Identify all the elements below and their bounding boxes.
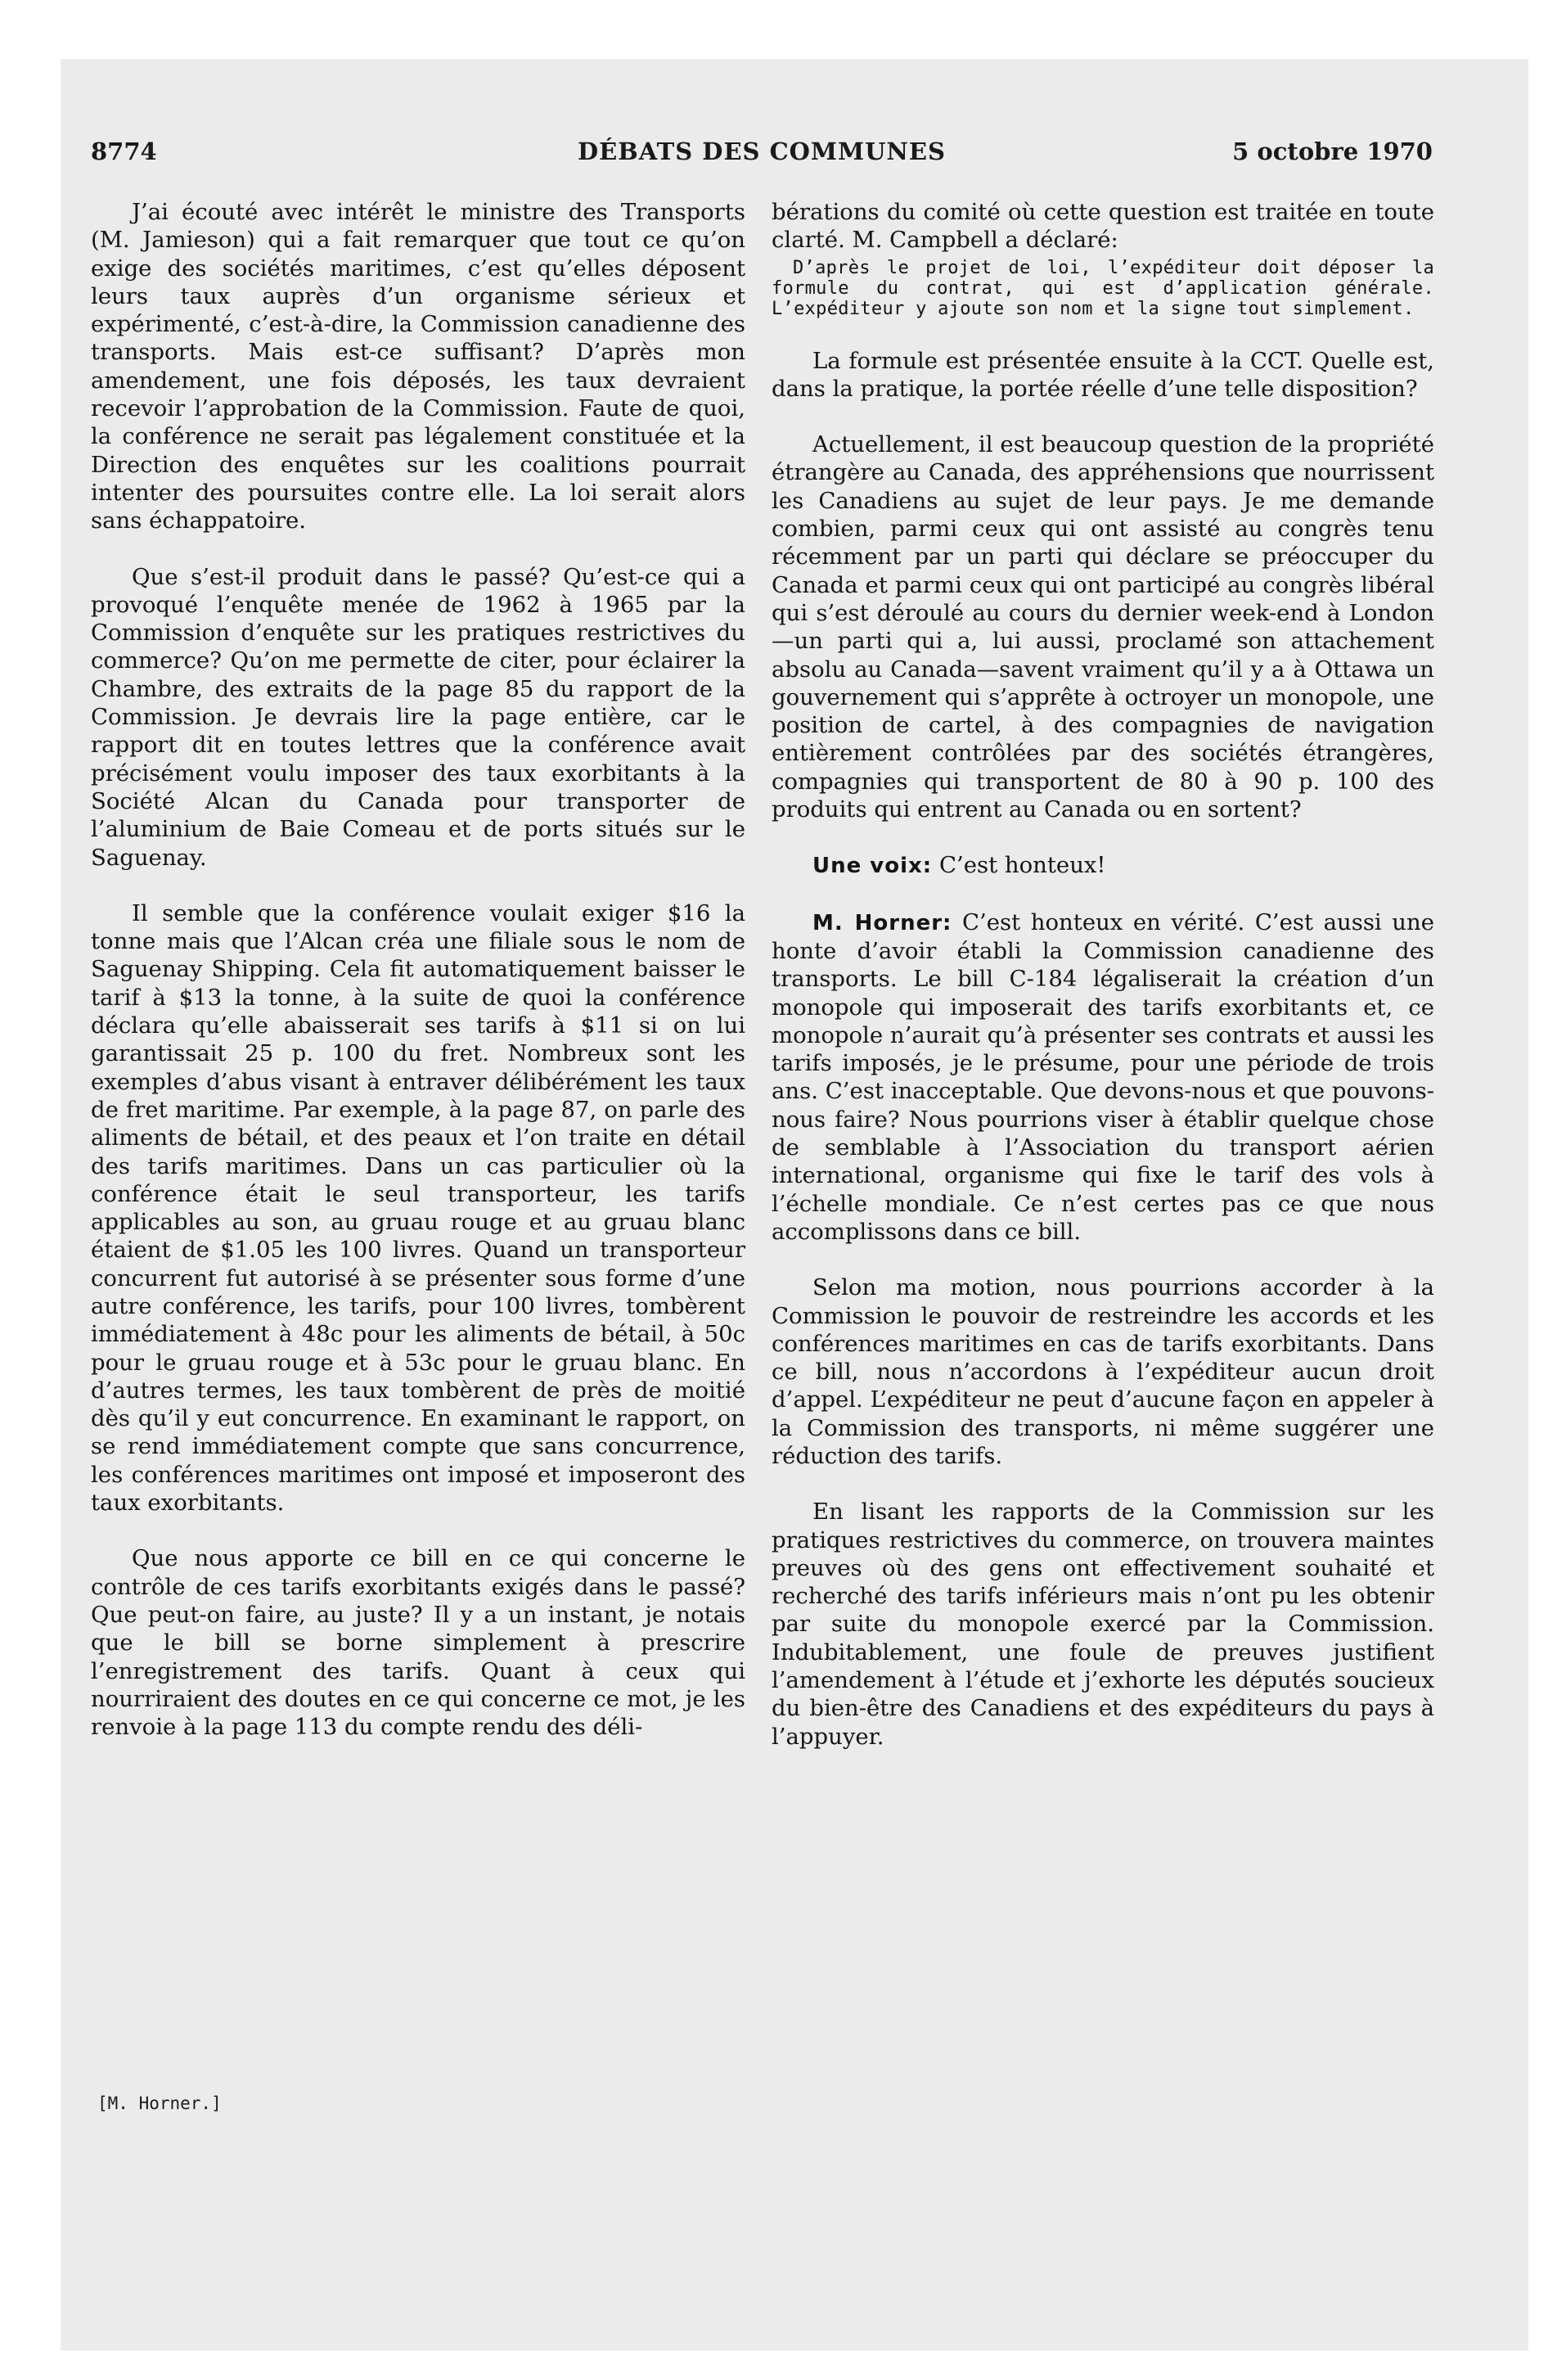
page-number: 8774 — [91, 137, 157, 165]
block-quote: D’après le projet de loi, l’expéditeur doit déposer la formule du contrat, qui est d’application générale. L’expéditeur y ajoute son nom et la signe tout simplement. — [772, 257, 1434, 319]
speaker-name: Une voix: — [812, 854, 933, 879]
paragraph: Actuellement, il est beaucoup question de la propriété étrangère au Canada, des appréhensions que nourrissent les Canadiens au sujet de leur pays. Je me demande combien, parmi ceux qui ont assisté au congrès tenu récemment par un parti qui déclare se préoccuper du Canada et parmi ceux qui ont participé au congrès libéral qui s’est déroulé au cours du dernier week-end à London—un parti qui a, lui aussi, proclamé son attachement absolu au Canada—savent vraiment qu’il y a à Ottawa un gouvernement qui s’apprête à octroyer un monopole, une position de cartel, à des compagnies de navigation entièrement contrôlées par des sociétés étrangères, compagnies qui transportent de 80 à 90 p. 100 des produits qui entrent au Canada ou en sortent? — [772, 431, 1434, 823]
speech-text: C’est honteux! — [932, 852, 1106, 879]
speech-text: C’est honteux en vérité. C’est aussi une honte d’avoir établi la Commission canadienne des transports. Le bill C-184 légaliserait la création d’un monopole qui imposerait des tarifs exorbitants et, ce monopole n’aurait qu’à présenter ses contrats et aussi les tarifs imposés, je le présume, pour une période de trois ans. C’est inacceptable. Que devons-nous et que pouvons-nous faire? Nous pourrions viser à établir quelque chose de semblable à l’Association du transport aérien international, organisme qui fixe le tarif des vols à l’échelle mondiale. Ce n’est certes pas ce que nous accomplissons dans ce bill. — [772, 908, 1434, 1245]
speaker-attribution: [M. Horner.] — [97, 2094, 222, 2113]
speaker-name: M. Horner: — [812, 910, 952, 935]
publication-date: 5 octobre 1970 — [1232, 137, 1433, 165]
paragraph: bérations du comité où cette question est traitée en toute clarté. M. Campbell a déclaré: — [772, 199, 1434, 254]
paragraph: La formule est présentée ensuite à la CCT. Quelle est, dans la pratique, la portée réelle d’une telle disposition? — [772, 347, 1434, 402]
paragraph: Selon ma motion, nous pourrions accorder à la Commission le pouvoir de restreindre les accords et les conférences maritimes en cas de tarifs exorbitants. Dans ce bill, nous n’accordons à l’expéditeur aucun droit d’appel. L’expéditeur ne peut d’aucune façon en appeler à la Commission des transports, ni même suggérer une réduction des tarifs. — [772, 1274, 1434, 1469]
publication-title: DÉBATS DES COMMUNES — [578, 137, 946, 165]
interjection — [772, 851, 1434, 880]
paragraph: J’ai écouté avec intérêt le ministre des Transports (M. Jamieson) qui a fait remarquer que tout ce qu’on exige des sociétés maritimes, c’est qu’elles déposent leurs taux auprès d’un organisme sérieux et expérimenté, c’est-à-dire, la Commission canadienne des transports. Mais est-ce suffisant? D’après mon amendement, une fois déposés, les taux devraient recevoir l’approbation de la Commission. Faute de quoi, la conférence ne serait pas légalement constituée et la Direction des enquêtes sur les coalitions pourrait intenter des poursuites contre elle. La loi serait alors sans échappatoire. — [91, 199, 745, 534]
page-header — [91, 137, 1433, 174]
paragraph: Il semble que la conférence voulait exiger $16 la tonne mais que l’Alcan créa une filiale sous le nom de Saguenay Shipping. Cela fit automatiquement baisser le tarif à $13 la tonne, à la suite de quoi la conférence déclara qu’elle abaisserait ses tarifs à $11 si on lui garantissait 25 p. 100 du fret. Nombreux sont les exemples d’abus visant à entraver délibérément les taux de fret maritime. Par exemple, à la page 87, on parle des aliments de bétail, et des peaux et l’on traite en détail des tarifs maritimes. Dans un cas particulier où la conférence était le seul transporteur, les tarifs applicables au son, au gruau rouge et au gruau blanc étaient de $1.05 les 100 livres. Quand un transporteur concurrent fut autorisé à se présenter sous forme d’une autre conférence, les tarifs, pour 100 livres, tombèrent immédiatement à 48c pour les aliments de bétail, à 50c pour le gruau rouge et à 53c pour le gruau blanc. En d’autres termes, les taux tombèrent de près de moitié dès qu’il y eut concurrence. En examinant le rapport, on se rend immédiatement compte que sans concurrence, les conférences maritimes ont imposé et imposeront des taux exorbitants. — [91, 899, 745, 1517]
paragraph: Que s’est-il produit dans le passé? Qu’est-ce qui a provoqué l’enquête menée de 1962 à 1965 par la Commission d’enquête sur les pratiques restrictives du commerce? Qu’on me permette de citer, pour éclairer la Chambre, des extraits de la page 85 du rapport de la Commission. Je devrais lire la page entière, car le rapport dit en toutes lettres que la conférence avait précisément voulu imposer des taux exorbitants à la Société Alcan du Canada pour transporter de l’aluminium de Baie Comeau et de ports situés sur le Saguenay. — [91, 563, 745, 871]
left-column — [91, 198, 745, 1741]
paragraph: Que nous apporte ce bill en ce qui concerne le contrôle de ces tarifs exorbitants exigés dans le passé? Que peut-on faire, au juste? Il y a un instant, je notais que le bill se borne simplement à prescrire l’enregistrement des tarifs. Quant à ceux qui nourriraient des doutes en ce qui concerne ce mot, je les renvoie à la page 113 du compte rendu des déli- — [91, 1545, 745, 1741]
speech — [772, 908, 1434, 1246]
right-column — [772, 198, 1434, 1751]
paragraph: En lisant les rapports de la Commission sur les pratiques restrictives du commerce, on trouvera maintes preuves où des gens ont effectivement souhaité et recherché des tarifs inférieurs mais n’ont pu les obtenir par suite du monopole exercé par la Commission. Indubitablement, une foule de preuves justifient l’amendement à l’étude et j’exhorte les députés soucieux du bien-être des Canadiens et des expéditeurs du pays à l’appuyer. — [772, 1499, 1434, 1750]
